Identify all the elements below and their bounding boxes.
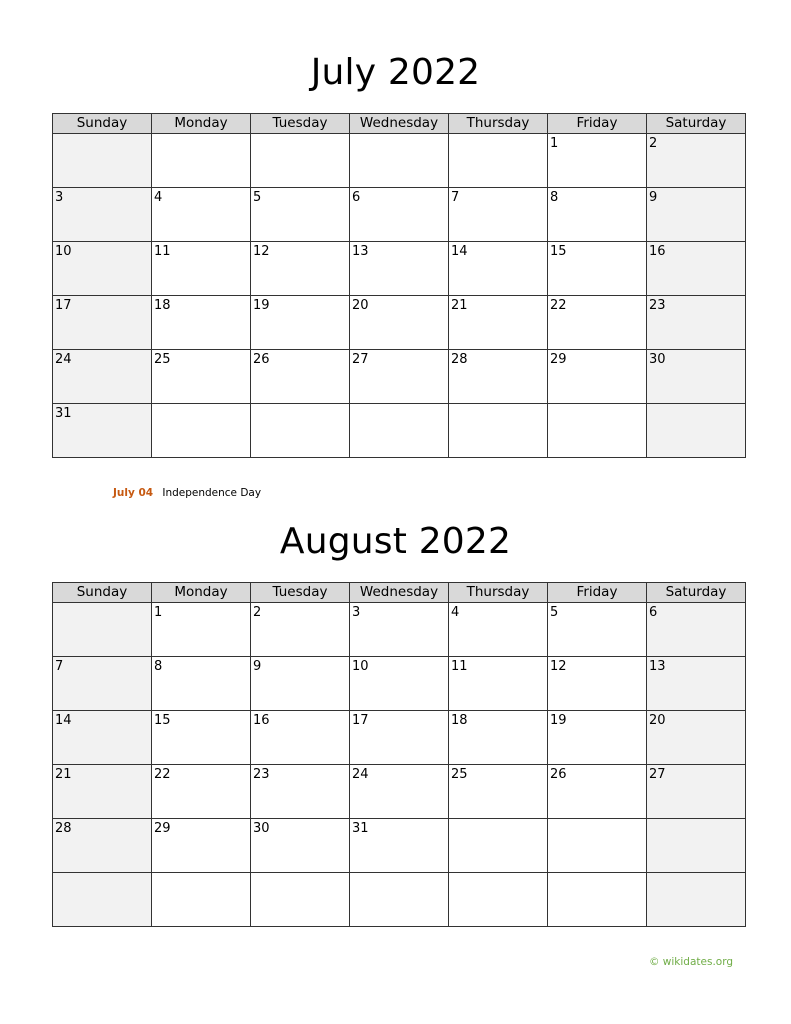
week-row (53, 188, 746, 242)
day-cell (647, 819, 746, 873)
day-cell (449, 134, 548, 188)
day-cell: 9 (647, 188, 746, 242)
week-row (53, 657, 746, 711)
day-cell: 27 (647, 765, 746, 819)
weekday-header: Sunday (53, 583, 152, 603)
day-cell: 10 (53, 242, 152, 296)
day-cell: 8 (548, 188, 647, 242)
day-cell: 28 (449, 350, 548, 404)
footer-credit: © wikidates.org (648, 956, 733, 968)
day-cell: 11 (449, 657, 548, 711)
day-cell: 27 (350, 350, 449, 404)
day-cell: 4 (152, 188, 251, 242)
day-cell: 31 (350, 819, 449, 873)
weekday-header: Friday (548, 114, 647, 134)
day-cell (647, 404, 746, 458)
day-cell: 5 (548, 603, 647, 657)
day-cell: 15 (548, 242, 647, 296)
day-cell: 1 (548, 134, 647, 188)
day-cell: 26 (251, 350, 350, 404)
day-cell: 14 (449, 242, 548, 296)
day-cell: 9 (251, 657, 350, 711)
day-cell: 12 (251, 242, 350, 296)
holiday-name: Independence Day (162, 487, 262, 499)
calendar-august (52, 582, 746, 927)
day-cell (548, 404, 647, 458)
day-cell: 11 (152, 242, 251, 296)
weekday-header: Saturday (647, 114, 746, 134)
day-cell: 19 (251, 296, 350, 350)
day-cell: 4 (449, 603, 548, 657)
day-cell: 30 (647, 350, 746, 404)
week-row (53, 350, 746, 404)
weekday-header: Monday (152, 114, 251, 134)
day-cell (53, 603, 152, 657)
calendar-july (52, 113, 746, 458)
day-cell: 5 (251, 188, 350, 242)
day-cell: 23 (251, 765, 350, 819)
day-cell (350, 404, 449, 458)
weekday-header-row (53, 114, 746, 134)
day-cell: 13 (350, 242, 449, 296)
day-cell: 22 (152, 765, 251, 819)
weekday-header: Sunday (53, 114, 152, 134)
day-cell (350, 134, 449, 188)
day-cell (53, 134, 152, 188)
week-row (53, 296, 746, 350)
day-cell (251, 873, 350, 927)
holiday-note (113, 487, 261, 499)
day-cell: 6 (647, 603, 746, 657)
day-cell: 24 (350, 765, 449, 819)
day-cell: 1 (152, 603, 251, 657)
day-cell (449, 819, 548, 873)
weekday-header: Monday (152, 583, 251, 603)
weekday-header: Thursday (449, 583, 548, 603)
weekday-header: Friday (548, 583, 647, 603)
day-cell: 8 (152, 657, 251, 711)
day-cell: 14 (53, 711, 152, 765)
weekday-header-row (53, 583, 746, 603)
day-cell (647, 873, 746, 927)
day-cell (53, 873, 152, 927)
day-cell: 3 (53, 188, 152, 242)
day-cell (350, 873, 449, 927)
day-cell: 12 (548, 657, 647, 711)
week-row (53, 603, 746, 657)
day-cell: 31 (53, 404, 152, 458)
weekday-header: Tuesday (251, 114, 350, 134)
day-cell: 2 (251, 603, 350, 657)
day-cell: 26 (548, 765, 647, 819)
month-title-july: July 2022 (310, 52, 481, 93)
day-cell: 21 (53, 765, 152, 819)
day-cell: 23 (647, 296, 746, 350)
day-cell (449, 873, 548, 927)
month-title-august: August 2022 (279, 521, 512, 562)
day-cell (152, 134, 251, 188)
weekday-header: Tuesday (251, 583, 350, 603)
day-cell (152, 404, 251, 458)
day-cell: 16 (647, 242, 746, 296)
weekday-header: Saturday (647, 583, 746, 603)
week-row (53, 765, 746, 819)
day-cell: 13 (647, 657, 746, 711)
weekday-header: Thursday (449, 114, 548, 134)
day-cell: 21 (449, 296, 548, 350)
day-cell: 7 (449, 188, 548, 242)
day-cell: 22 (548, 296, 647, 350)
day-cell (251, 404, 350, 458)
day-cell: 6 (350, 188, 449, 242)
week-row (53, 242, 746, 296)
day-cell: 29 (548, 350, 647, 404)
weekday-header: Wednesday (350, 114, 449, 134)
day-cell: 30 (251, 819, 350, 873)
day-cell: 18 (152, 296, 251, 350)
week-row (53, 819, 746, 873)
day-cell: 7 (53, 657, 152, 711)
day-cell (548, 819, 647, 873)
day-cell (251, 134, 350, 188)
day-cell: 20 (647, 711, 746, 765)
day-cell: 18 (449, 711, 548, 765)
day-cell: 17 (53, 296, 152, 350)
week-row (53, 873, 746, 927)
weekday-header: Wednesday (350, 583, 449, 603)
week-row (53, 711, 746, 765)
day-cell: 25 (152, 350, 251, 404)
day-cell: 17 (350, 711, 449, 765)
day-cell: 16 (251, 711, 350, 765)
day-cell: 2 (647, 134, 746, 188)
day-cell: 15 (152, 711, 251, 765)
day-cell: 3 (350, 603, 449, 657)
day-cell: 28 (53, 819, 152, 873)
day-cell: 20 (350, 296, 449, 350)
day-cell: 24 (53, 350, 152, 404)
holiday-date: July 04 (113, 487, 154, 499)
day-cell (152, 873, 251, 927)
day-cell: 19 (548, 711, 647, 765)
week-row (53, 404, 746, 458)
day-cell (449, 404, 548, 458)
day-cell: 29 (152, 819, 251, 873)
week-row (53, 134, 746, 188)
day-cell (548, 873, 647, 927)
day-cell: 10 (350, 657, 449, 711)
day-cell: 25 (449, 765, 548, 819)
